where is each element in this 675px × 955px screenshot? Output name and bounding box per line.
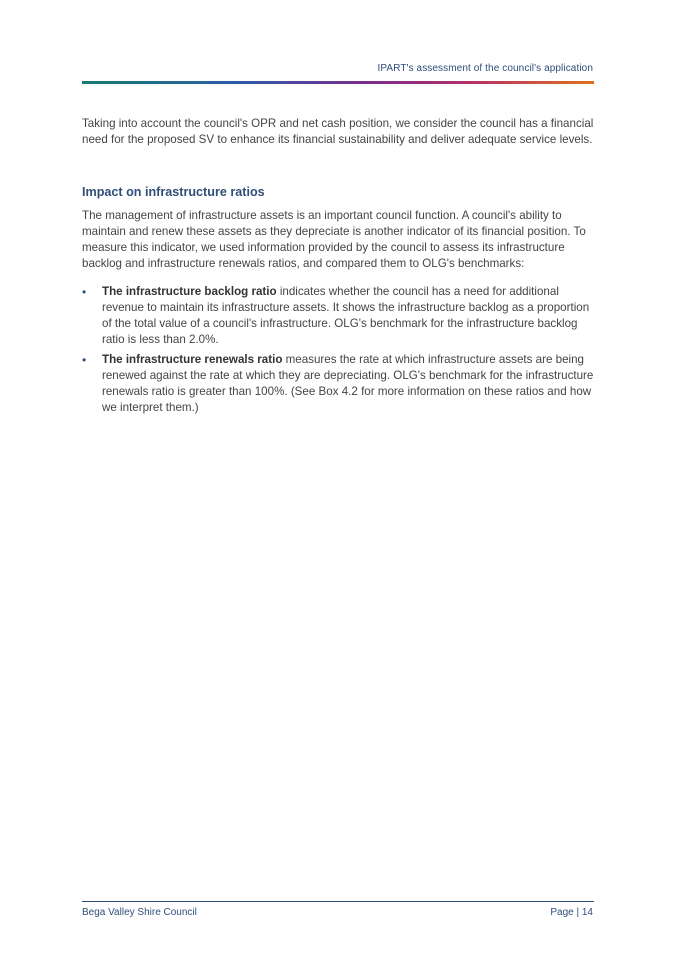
list-item: [82, 352, 594, 416]
bullet-term: The infrastructure renewals ratio: [102, 353, 283, 366]
intro-paragraph: Taking into account the council's OPR and net cash position, we consider the council has a financial need for the proposed SV to enhance its financial sustainability and deliver adequate service levels.: [82, 117, 594, 146]
footer-rule: [82, 901, 594, 902]
list-item: [82, 284, 594, 348]
header-gradient-rule: [82, 81, 594, 84]
bullet-text: measures the rate at which infrastructure assets are being renewed against the rate at which they are depreciating. OLG's benchmark for the infrastructure renewals ratio is greater than 100%. (See Box 4.2 for more information on these ratios and how we interpret them.): [102, 353, 594, 414]
bullet-dot-icon: •: [82, 285, 87, 299]
running-header: IPART's assessment of the council's application: [377, 63, 593, 74]
bullet-term: The infrastructure backlog ratio: [102, 285, 277, 298]
section-heading: Impact on infrastructure ratios: [82, 185, 265, 199]
footer-page-number: Page | 14: [550, 907, 593, 918]
bullet-dot-icon: •: [82, 353, 87, 367]
footer-council-name: Bega Valley Shire Council: [82, 907, 197, 918]
bullet-text: indicates whether the council has a need for additional revenue to maintain its infrastructure assets. It shows the infrastructure backlog as a proportion of the total value of a council's infrastructure. OLG's benchmark for the infrastructure backlog ratio is less than 2.0%.: [102, 285, 590, 346]
section-paragraph: The management of infrastructure assets is an important council function. A council's ability to maintain and renew these assets as they depreciate is another indicator of its financial position. To measure this indicator, we used information provided by the council to assess its infrastructure backlog and infrastructure renewals ratios, and compared them to OLG's benchmarks:: [82, 209, 586, 270]
benchmark-bullet-list: [82, 284, 594, 420]
